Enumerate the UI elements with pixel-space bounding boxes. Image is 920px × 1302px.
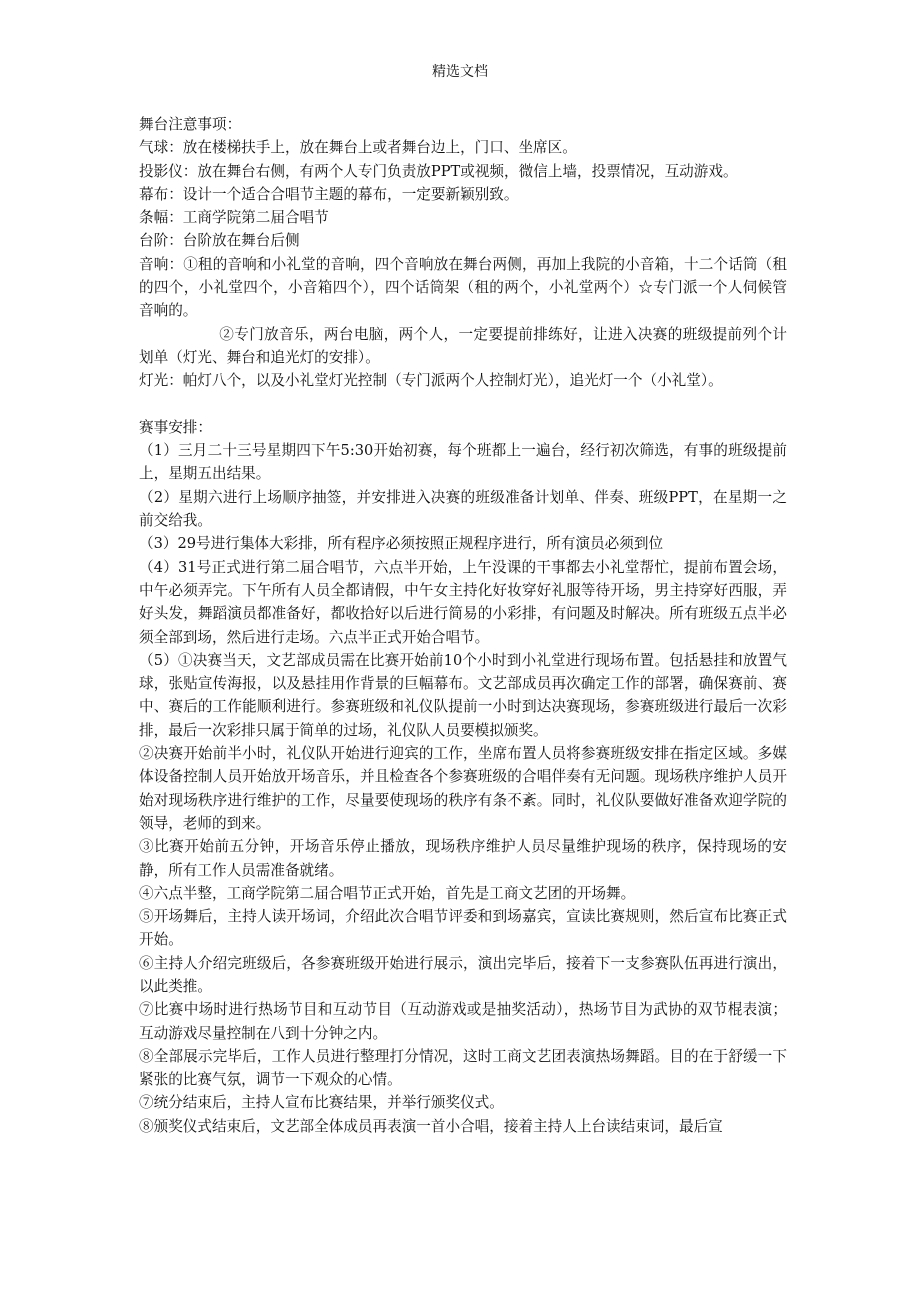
document-body: [139, 113, 787, 1138]
sound-note: 音响：①租的音响和小礼堂的音响，四个音响放在舞台两侧，再加上我院的小音箱，十二个话筒（租的四个，小礼堂四个，小音箱四个），四个话筒架（租的两个，小礼堂两个）☆专门派一个人伺候管音响的。: [139, 255, 787, 320]
curtain-note: 幕布：设计一个适合合唱节主题的幕布，一定要新颖别致。: [139, 185, 519, 203]
schedule-item: ③比赛开始前五分钟，开场音乐停止播放，现场秩序维护人员尽量维护现场的秩序，保持现场的安静，所有工作人员需准备就绪。: [139, 838, 787, 879]
schedule-item: ⑧颁奖仪式结束后，文艺部全体成员再表演一首小合唱，接着主持人上台读结束词，最后宣: [139, 1117, 723, 1135]
schedule-item: （3）29号进行集体大彩排，所有程序必须按照正规程序进行，所有演员必须到位: [139, 535, 664, 553]
schedule-item: ⑤开场舞后，主持人读开场词，介绍此次合唱节评委和到场嘉宾，宣读比赛规则，然后宣布比赛正式开始。: [139, 908, 787, 949]
schedule-item: ⑦统分结束后，主持人宣布比赛结果，并举行颁奖仪式。: [139, 1094, 504, 1112]
page-header: 精选文档: [432, 64, 488, 80]
schedule-item: ⑥主持人介绍完班级后，各参赛班级开始进行展示，演出完毕后，接着下一支参赛队伍再进行演出，以此类推。: [139, 954, 787, 995]
balloon-note: 气球：放在楼梯扶手上，放在舞台上或者舞台边上，门口、坐席区。: [139, 139, 577, 157]
steps-note: 台阶：台阶放在舞台后侧: [139, 232, 300, 250]
schedule-item: （4）31号正式进行第二届合唱节，六点半开始，上午没课的干事都去小礼堂帮忙，提前布置会场，中午必须弄完。下午所有人员全都请假，中午女主持化好妆穿好礼服等待开场，男主持穿好西服，弄好头发，舞蹈演员都准备好，都收拾好以后进行简易的小彩排，有问题及时解决。所有班级五点半必须全部到场，然后进行走场。六点半正式开始合唱节。: [139, 558, 787, 646]
schedule-heading: 赛事安排：: [139, 418, 212, 436]
schedule-item: ⑧全部展示完毕后，工作人员进行整理打分情况，这时工商文艺团表演热场舞蹈。目的在于舒缓一下紧张的比赛气氛，调节一下观众的心情。: [139, 1047, 787, 1089]
stage-notes-heading: 舞台注意事项：: [139, 116, 242, 133]
schedule-item: （2）星期六进行上场顺序抽签，并安排进入决赛的班级准备计划单、伴奏、班级PPT，在星期一之前交给我。: [139, 488, 787, 530]
projector-note: 投影仪：放在舞台右侧，有两个人专门负责放PPT或视频，微信上墙，投票情况，互动游戏。: [139, 162, 738, 180]
schedule-item: （1）三月二十三号星期四下午5:30开始初赛，每个班都上一遍台，经行初次筛选，有事的班级提前上，星期五出结果。: [139, 442, 787, 483]
schedule-item: ⑦比赛中场时进行热场节目和互动节目（互动游戏或是抽奖活动），热场节目为武协的双节棍表演；互动游戏尽量控制在八到十分钟之内。: [139, 1001, 787, 1042]
schedule-item: （5）①决赛当天，文艺部成员需在比赛开始前10个小时到小礼堂进行现场布置。包括悬挂和放置气球，张贴宣传海报，以及悬挂用作背景的巨幅幕布。文艺部成员再次确定工作的部署，确保赛前、赛中、赛后的工作能顺利进行。参赛班级和礼仪队提前一小时到达决赛现场，参赛班级进行最后一次彩排，最后一次彩排只属于简单的过场，礼仪队人员要模拟颁奖。: [139, 651, 787, 739]
banner-note: 条幅：工商学院第二届合唱节: [139, 209, 329, 227]
music-note: ②专门放音乐，两台电脑，两个人，一定要提前排练好，让进入决赛的班级提前列个计划单（灯光、舞台和追光灯的安排）。: [139, 325, 787, 366]
schedule-item: ②决赛开始前半小时，礼仪队开始进行迎宾的工作，坐席布置人员将参赛班级安排在指定区域。多媒体设备控制人员开始放开场音乐，并且检查各个参赛班级的合唱伴奏有无问题。现场秩序维护人员开始对现场秩序进行维护的工作，尽量要使现场的秩序有条不紊。同时，礼仪队要做好准备欢迎学院的领导，老师的到来。: [139, 745, 787, 832]
lighting-note: 灯光：帕灯八个，以及小礼堂灯光控制（专门派两个人控制灯光），追光灯一个（小礼堂）。: [139, 372, 723, 390]
schedule-item: ④六点半整，工商学院第二届合唱节正式开始，首先是工商文艺团的开场舞。: [139, 884, 636, 902]
section-spacer: [139, 393, 787, 416]
